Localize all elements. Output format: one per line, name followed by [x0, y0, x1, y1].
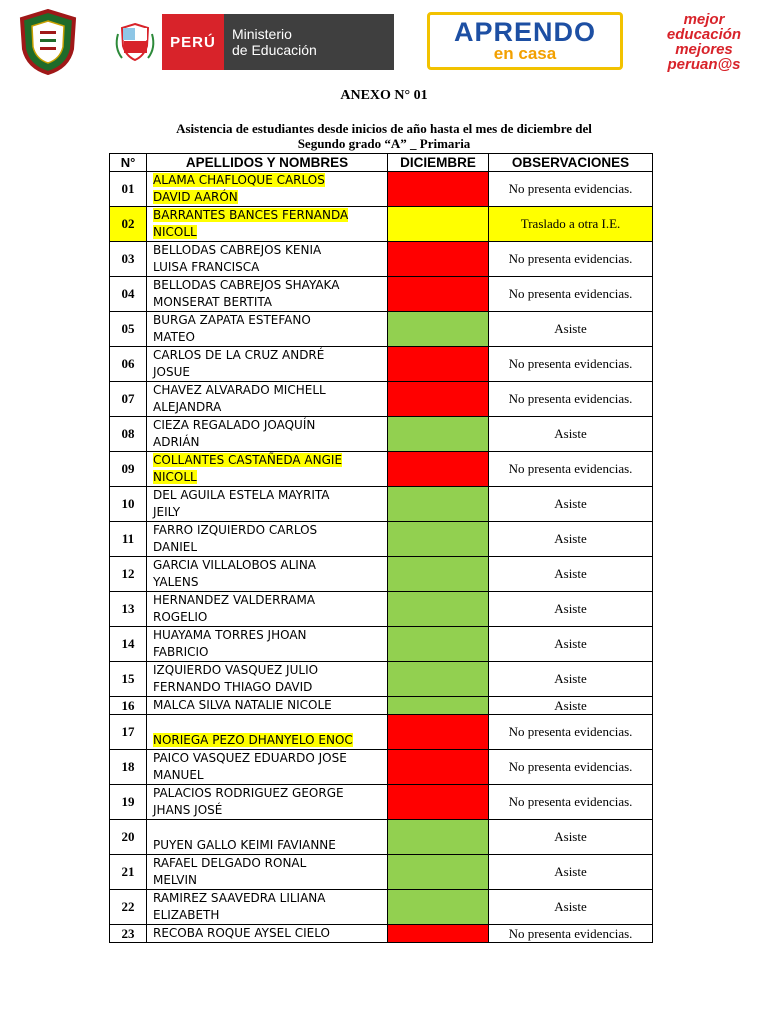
- december-status-cell: [388, 890, 489, 925]
- december-status-cell: [388, 697, 489, 715]
- student-name-line-1: IZQUIERDO VASQUEZ JULIO: [153, 663, 319, 677]
- row-number: 17: [110, 715, 147, 750]
- observation: Traslado a otra I.E.: [489, 207, 653, 242]
- peru-label: PERÚ: [162, 14, 224, 70]
- table-row: [110, 662, 653, 697]
- student-name-line-2: NORIEGA PEZO DHANYELO ENOC: [153, 733, 353, 747]
- student-name-line-2: ALEJANDRA: [153, 400, 222, 414]
- student-name-line-1: MALCA SILVA NATALIE NICOLE: [153, 698, 332, 712]
- student-name: [147, 242, 388, 277]
- student-name-line-2: NICOLL: [153, 225, 197, 239]
- student-name-line-1: BELLODAS CABREJOS SHAYAKA: [153, 278, 340, 292]
- student-name-line-1: GARCIA VILLALOBOS ALINA: [153, 558, 317, 572]
- december-status-cell: [388, 277, 489, 312]
- table-row: [110, 557, 653, 592]
- slogan-line-3: mejores: [675, 41, 733, 58]
- student-name: [147, 522, 388, 557]
- observation: Asiste: [489, 697, 653, 715]
- header-number: N°: [110, 154, 147, 172]
- header-december: DICIEMBRE: [388, 154, 489, 172]
- table-row: [110, 820, 653, 855]
- student-name: [147, 662, 388, 697]
- row-number: 07: [110, 382, 147, 417]
- december-status-cell: [388, 452, 489, 487]
- table-row: [110, 522, 653, 557]
- student-name-line-2: FERNANDO THIAGO DAVID: [153, 680, 313, 694]
- student-name: [147, 925, 388, 943]
- student-name-line-1: FARRO IZQUIERDO CARLOS: [153, 523, 318, 537]
- table-header-row: [110, 154, 653, 172]
- row-number: 05: [110, 312, 147, 347]
- header-logos: [0, 0, 768, 86]
- row-number: 21: [110, 855, 147, 890]
- student-name: [147, 750, 388, 785]
- student-name: [147, 207, 388, 242]
- observation: Asiste: [489, 820, 653, 855]
- table-body: [110, 172, 653, 943]
- observation: No presenta evidencias.: [489, 925, 653, 943]
- december-status-cell: [388, 557, 489, 592]
- student-name-line-1: RECOBA ROQUE AYSEL CIELO: [153, 926, 330, 940]
- table-row: [110, 382, 653, 417]
- table-row: [110, 172, 653, 207]
- peru-shield-icon: [108, 14, 162, 70]
- observation: No presenta evidencias.: [489, 277, 653, 312]
- observation: No presenta evidencias.: [489, 242, 653, 277]
- observation: Asiste: [489, 312, 653, 347]
- student-name: [147, 487, 388, 522]
- school-crest-icon: [18, 9, 78, 75]
- student-name: [147, 452, 388, 487]
- table-row: [110, 452, 653, 487]
- december-status-cell: [388, 347, 489, 382]
- student-name-line-2: ELIZABETH: [153, 908, 220, 922]
- row-number: 02: [110, 207, 147, 242]
- row-number: 20: [110, 820, 147, 855]
- student-name-line-1: BARRANTES BANCES FERNANDA: [153, 208, 349, 222]
- student-name-line-2: MELVIN: [153, 873, 198, 887]
- student-name: [147, 592, 388, 627]
- row-number: 04: [110, 277, 147, 312]
- table-row: [110, 785, 653, 820]
- student-name-line-1: ALAMA CHAFLOQUE CARLOS: [153, 173, 325, 187]
- observation: No presenta evidencias.: [489, 172, 653, 207]
- page-title: ANEXO N° 01: [340, 88, 428, 103]
- observation: No presenta evidencias.: [489, 785, 653, 820]
- table-row: [110, 627, 653, 662]
- student-name: [147, 785, 388, 820]
- table-row: [110, 855, 653, 890]
- student-name: [147, 715, 388, 750]
- student-name-line-1: DEL AGUILA ESTELA MAYRITA: [153, 488, 330, 502]
- table-row: [110, 890, 653, 925]
- student-name: [147, 417, 388, 452]
- observation: Asiste: [489, 890, 653, 925]
- slogan-line-2: educación: [666, 26, 742, 43]
- student-name-line-2: MANUEL: [153, 768, 204, 782]
- december-status-cell: [388, 207, 489, 242]
- subtitle-line-1: Asistencia de estudiantes desde inicios de año hasta el mes de diciembre del: [176, 121, 592, 136]
- student-name-line-1: COLLANTES CASTAÑEDA ANGIE: [153, 453, 343, 467]
- december-status-cell: [388, 785, 489, 820]
- table-row: [110, 750, 653, 785]
- december-status-cell: [388, 715, 489, 750]
- attendance-table: [109, 153, 653, 943]
- student-name: [147, 277, 388, 312]
- observation: Asiste: [489, 592, 653, 627]
- row-number: 08: [110, 417, 147, 452]
- december-status-cell: [388, 242, 489, 277]
- student-name: [147, 172, 388, 207]
- december-status-cell: [388, 627, 489, 662]
- student-name-line-1: HERNANDEZ VALDERRAMA: [153, 593, 316, 607]
- table-row: [110, 715, 653, 750]
- student-name-line-2: JEILY: [153, 505, 181, 519]
- student-name-line-2: DANIEL: [153, 540, 198, 554]
- student-name-line-2: YALENS: [153, 575, 199, 589]
- student-name-line-1: PALACIOS RODRIGUEZ GEORGE: [153, 786, 344, 800]
- table-row: [110, 417, 653, 452]
- aprendo-line-2: en casa: [493, 44, 557, 63]
- december-status-cell: [388, 312, 489, 347]
- row-number: 23: [110, 925, 147, 943]
- december-status-cell: [388, 172, 489, 207]
- student-name: [147, 557, 388, 592]
- observation: Asiste: [489, 557, 653, 592]
- observation: No presenta evidencias.: [489, 347, 653, 382]
- ministry-line-2: de Educación: [232, 42, 317, 58]
- observation: Asiste: [489, 522, 653, 557]
- row-number: 06: [110, 347, 147, 382]
- observation: No presenta evidencias.: [489, 750, 653, 785]
- student-name-line-2: MATEO: [153, 330, 195, 344]
- student-name-line-1: RAFAEL DELGADO RONAL: [153, 856, 307, 870]
- december-status-cell: [388, 855, 489, 890]
- student-name-line-1: BELLODAS CABREJOS KENIA: [153, 243, 322, 257]
- december-status-cell: [388, 925, 489, 943]
- observation: No presenta evidencias.: [489, 382, 653, 417]
- student-name: [147, 855, 388, 890]
- december-status-cell: [388, 592, 489, 627]
- student-name-line-1: PAICO VASQUEZ EDUARDO JOSE: [153, 751, 347, 765]
- student-name: [147, 697, 388, 715]
- slogan-line-1: mejor: [683, 11, 725, 28]
- student-name-line-2: JOSUE: [153, 365, 190, 379]
- table-row: [110, 487, 653, 522]
- student-name-line-1: CHAVEZ ALVARADO MICHELL: [153, 383, 326, 397]
- table-row: [110, 592, 653, 627]
- observation: No presenta evidencias.: [489, 715, 653, 750]
- table-row: [110, 347, 653, 382]
- student-name-line-2: JHANS JOSÉ: [153, 803, 223, 817]
- december-status-cell: [388, 382, 489, 417]
- observation: Asiste: [489, 487, 653, 522]
- table-row: [110, 277, 653, 312]
- row-number: 18: [110, 750, 147, 785]
- student-name: [147, 890, 388, 925]
- row-number: 16: [110, 697, 147, 715]
- student-name: [147, 382, 388, 417]
- student-name: [147, 312, 388, 347]
- row-number: 15: [110, 662, 147, 697]
- row-number: 19: [110, 785, 147, 820]
- ministry-logo: [108, 14, 394, 70]
- student-name-line-2: MONSERAT BERTITA: [153, 295, 273, 309]
- observation: Asiste: [489, 627, 653, 662]
- student-name-line-1: CIEZA REGALADO JOAQUÍN: [153, 418, 316, 432]
- student-name-line-1: CARLOS DE LA CRUZ ANDRÉ: [153, 348, 325, 362]
- student-name-line-1: HUAYAMA TORRES JHOAN: [153, 628, 307, 642]
- december-status-cell: [388, 417, 489, 452]
- header-names: APELLIDOS Y NOMBRES: [147, 154, 388, 172]
- row-number: 22: [110, 890, 147, 925]
- table-row: [110, 312, 653, 347]
- row-number: 11: [110, 522, 147, 557]
- student-name-line-2: DAVID AARÓN: [153, 190, 238, 204]
- december-status-cell: [388, 820, 489, 855]
- student-name-line-2: ADRIÁN: [153, 435, 200, 449]
- student-name-line-2: FABRICIO: [153, 645, 209, 659]
- row-number: 14: [110, 627, 147, 662]
- december-status-cell: [388, 487, 489, 522]
- ministry-name: [224, 14, 394, 70]
- student-name-line-2: LUISA FRANCISCA: [153, 260, 260, 274]
- slogan-logo: [662, 12, 746, 72]
- observation: Asiste: [489, 855, 653, 890]
- observation: Asiste: [489, 417, 653, 452]
- page-subtitle: [120, 121, 648, 151]
- row-number: 12: [110, 557, 147, 592]
- student-name-line-2: ROGELIO: [153, 610, 208, 624]
- student-name: [147, 627, 388, 662]
- student-name-line-1: RAMIREZ SAAVEDRA LILIANA: [153, 891, 326, 905]
- december-status-cell: [388, 522, 489, 557]
- ministry-line-1: Ministerio: [232, 26, 292, 42]
- table-row: [110, 207, 653, 242]
- header-observations: OBSERVACIONES: [489, 154, 653, 172]
- subtitle-line-2: Segundo grado “A” _ Primaria: [297, 136, 471, 151]
- observation: No presenta evidencias.: [489, 452, 653, 487]
- student-name-line-1: BURGA ZAPATA ESTEFANO: [153, 313, 311, 327]
- row-number: 13: [110, 592, 147, 627]
- student-name: [147, 347, 388, 382]
- observation: Asiste: [489, 662, 653, 697]
- student-name: [147, 820, 388, 855]
- student-name-line-2: PUYEN GALLO KEIMI FAVIANNE: [153, 838, 336, 852]
- student-name-line-2: NICOLL: [153, 470, 197, 484]
- row-number: 01: [110, 172, 147, 207]
- aprendo-line-1: APRENDO: [453, 17, 596, 47]
- aprendo-en-casa-logo: [427, 12, 623, 70]
- row-number: 09: [110, 452, 147, 487]
- december-status-cell: [388, 662, 489, 697]
- table-row: [110, 697, 653, 715]
- row-number: 03: [110, 242, 147, 277]
- table-row: [110, 242, 653, 277]
- december-status-cell: [388, 750, 489, 785]
- row-number: 10: [110, 487, 147, 522]
- slogan-line-4: peruan@s: [667, 56, 741, 73]
- table-row: [110, 925, 653, 943]
